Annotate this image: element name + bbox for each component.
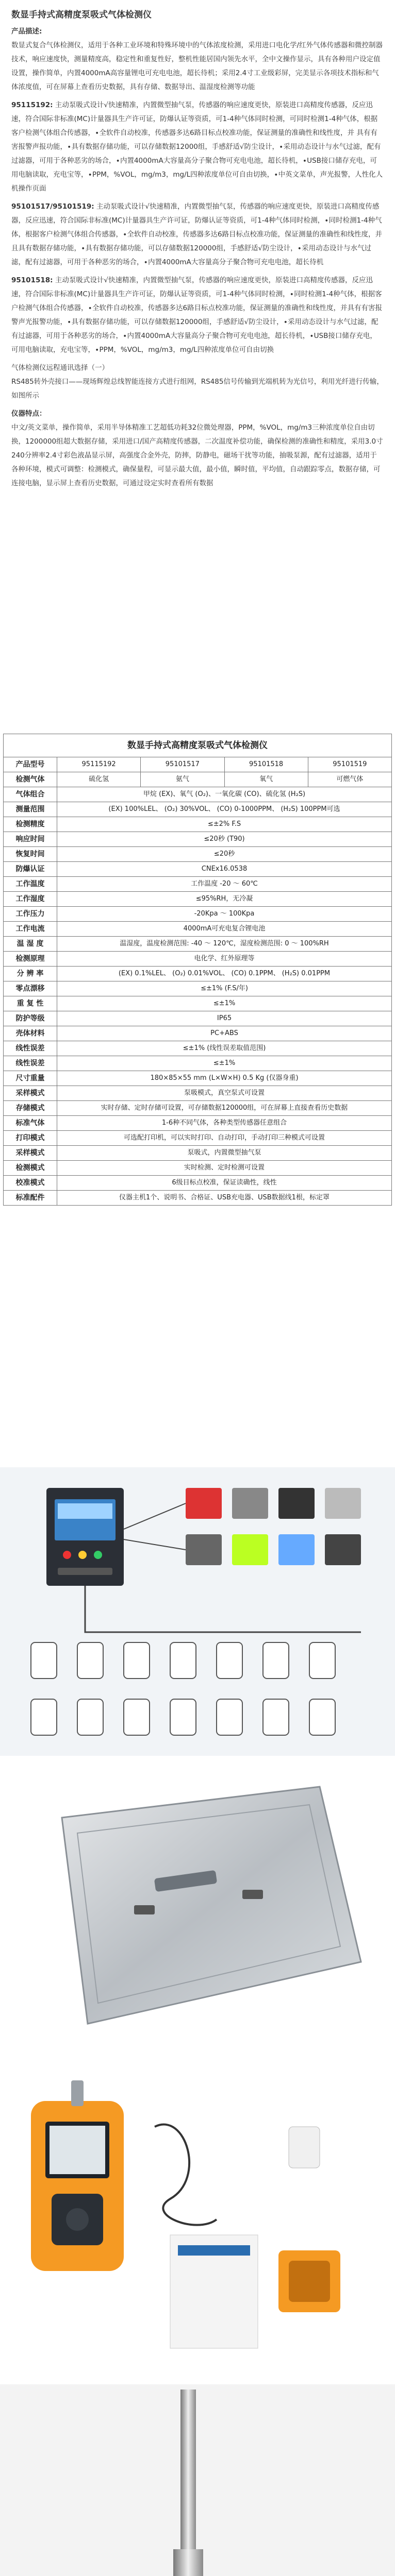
features-text: 中文/英文菜单，操作简单，采用半导体精准工艺超低功耗32位微处理器，PPM，%VOL，mg/m3三种浓度单位自由切换，1200000组超大数据存储，采用进口/国产高精度传感器，二次温度补偿功能，确保检测的准确性和精度，采用3.0寸240分辨率2.4寸彩色液晶显示屏，高强度合金外壳，防摔，防静电，磁场干扰等功能，抽吸泵源，配有过滤器，适用于各种环境，模式可调整：检测模式，确保量程，可显示最大值，最小值，瞬时值，平均值，自动跟踪零点，数据存储，可连接电脑，显示屏上查看历史数据，可通过设定实时查看所有数据 bbox=[11, 423, 383, 487]
table-value: ≤±1% (F.S/年) bbox=[57, 981, 392, 996]
table-key: 气体组合 bbox=[4, 787, 57, 802]
package-contents-svg bbox=[0, 2065, 395, 2384]
table-key: 工作压力 bbox=[4, 907, 57, 922]
table-row bbox=[4, 1041, 392, 1056]
table-value: (EX) 0.1%LEL、 (O₂) 0.01%VOL、 (CO) 0.1PPM、 (H₂S) 0.01PPM bbox=[57, 967, 392, 981]
table-row bbox=[4, 952, 392, 967]
table-row bbox=[4, 862, 392, 877]
table-value: ≤20秒 bbox=[57, 847, 392, 862]
table-value: IP65 bbox=[57, 1011, 392, 1026]
table-value: 4000mA可充电复合锂电池 bbox=[57, 922, 392, 937]
table-key: 壳体材料 bbox=[4, 1026, 57, 1041]
table-row bbox=[4, 1071, 392, 1086]
table-cell: 95101518 bbox=[224, 757, 308, 772]
system-diagram-svg bbox=[0, 1467, 395, 1756]
table-row bbox=[4, 787, 392, 802]
table-cell: 氧气 bbox=[224, 772, 308, 787]
remote-comm-heading: 气体检测仪远程通讯选择（一） bbox=[11, 364, 109, 372]
table-cell: 95101519 bbox=[308, 757, 391, 772]
table-value: 电化学、红外原理等 bbox=[57, 952, 392, 967]
table-key: 存储模式 bbox=[4, 1101, 57, 1116]
table-value: ≤±1% bbox=[57, 1056, 392, 1071]
table-value: 1-6种不同气体，各种类型传感器任意组合 bbox=[57, 1116, 392, 1131]
table-row bbox=[4, 996, 392, 1011]
table-value: ≤95%RH，无冷凝 bbox=[57, 892, 392, 907]
table-value: 实时检测、定时检测可设置 bbox=[57, 1161, 392, 1176]
carrying-case-svg bbox=[0, 1756, 395, 2065]
table-value: ≤±1% (线性误差取值范围) bbox=[57, 1041, 392, 1056]
model-row bbox=[4, 757, 392, 772]
table-row bbox=[4, 817, 392, 832]
table-cell: 可燃气体 bbox=[308, 772, 391, 787]
table-value: 泵吸模式，真空泵式可设置 bbox=[57, 1086, 392, 1101]
table-key: 工作电流 bbox=[4, 922, 57, 937]
table-key: 尺寸重量 bbox=[4, 1071, 57, 1086]
desc-intro: 数显式复合气体检测仪，适用于各种工业环境和特殊环境中的气体浓度检测，采用进口电化学/红外气体传感器和微控制器技术，响应速度快，测量精度高，稳定性和重复性好，整机性能居国内领先水平，全中文操作显示，具有各种用户设定值设置，操作简单，内置4000mA高容量锂电可充电电池，超长待机；采用2.4寸工业级彩屏，完美显示各项技术指标和气体浓度值，可在屏幕上查看历史数据，具有存储、数据导出、温湿度检测等功能 bbox=[11, 41, 383, 91]
table-row bbox=[4, 1176, 392, 1191]
system-diagram-image bbox=[0, 1467, 395, 1756]
table-key: 工作温度 bbox=[4, 877, 57, 892]
table-row bbox=[4, 1101, 392, 1116]
table-row bbox=[4, 1161, 392, 1176]
table-value: CNEx16.0538 bbox=[57, 862, 392, 877]
gas-type-row bbox=[4, 772, 392, 787]
table-cell: 硫化氢 bbox=[57, 772, 141, 787]
table-value: 工作温度 -20 ～ 60℃ bbox=[57, 877, 392, 892]
spec-table bbox=[3, 757, 392, 1206]
remote-comm-text: RS485转外壳接口——现场辉煌总线智能连接方式进行组网，RS485信号传输到光端机转为光信号，利用光纤进行传输，如图所示 bbox=[11, 378, 384, 400]
table-key: 检测精度 bbox=[4, 817, 57, 832]
table-key: 采样模式 bbox=[4, 1146, 57, 1161]
table-key: 打印模式 bbox=[4, 1131, 57, 1146]
table-value: 温湿度，温度检测范围: -40 ～ 120℃，湿度检测范围: 0 ～ 100%RH bbox=[57, 937, 392, 952]
table-key: 零点漂移 bbox=[4, 981, 57, 996]
table-key: 分 辨 率 bbox=[4, 967, 57, 981]
table-key: 工作湿度 bbox=[4, 892, 57, 907]
model-a-text: 主动泵吸式设计√快速精准，内置微型抽气泵，传感器的响应速度更快，原装进口高精度传感器，反应迅速，符合国际非标准(MC)计量器具生产许可证，防爆认证等资质，可1-4种气体同时检测，可同时检测1-4种气体，根据客户检测气体组合传感器，∙全软件自动校准，传感器多达6路目标点校准功能，保证测量的准确性和线性度，并 具有有害报警声报功能，∙具有数据存储功能，可以存储数据12000组，手感舒适√防尘设计，∙采用动态设计与水气过滤，配有过滤器，可用于各种恶劣的场合，∙内置4000mA大容量高分子聚合物可充电电池，超长待机，∙USB接口储存充电，可用电脑读取，充电宝等，∙PPM，%VOL，mg/m3，mg/L四种浓度单位可自由切换，∙中英文菜单，声光报警，人性化人机操作页面 bbox=[11, 101, 383, 193]
carrying-case-image bbox=[0, 1756, 395, 2065]
table-value: ≤±2% F.S bbox=[57, 817, 392, 832]
table-key: 测量范围 bbox=[4, 802, 57, 817]
table-value: -20Kpa ～ 100Kpa bbox=[57, 907, 392, 922]
table-value: ≤20秒 (T90) bbox=[57, 832, 392, 847]
table-row bbox=[4, 907, 392, 922]
table-key: 恢复时间 bbox=[4, 847, 57, 862]
model-b-label: 95101517/95101519: bbox=[11, 202, 94, 211]
table-value: 可选配打印机，可以实时打印、自动打印，手动打印三种模式可设置 bbox=[57, 1131, 392, 1146]
table-key: 采样模式 bbox=[4, 1086, 57, 1101]
model-c-text: 主动泵吸式设计√快速精准，内置微型抽气泵，传感器的响应速度更快，原装进口高精度传感器，反应迅速，符合国际非标准(MC)计量器具生产许可证，防爆认证等资质，可1-4种气体同时检测，∙同时检测1-4种气体，根据客户检测气体组合传感器，∙全软件自动校准，传感器多达6路目标点校准功能，保证测量的准确性和线性度，并具有有害报警声光报警功能，∙具有数据存储功能，可以存储数据120000组，手感舒适√防尘设计，∙采用动态设计与水气过滤，配有过滤器，可用于各种恶劣的场合，∙内置4000mA大容量高分子聚合物可充电电池，超长待机，∙USB接口储存充电，可用电脑读取，充电宝等，∙PPM，%VOL，mg/m3，mg/L四种浓度单位可自由切换 bbox=[11, 276, 383, 354]
table-value: 6级目标点校准，保证读确性，线性 bbox=[57, 1176, 392, 1191]
model-b-paragraph bbox=[11, 200, 384, 269]
table-row bbox=[4, 1086, 392, 1101]
table-row bbox=[4, 802, 392, 817]
device-closeup-image bbox=[0, 2384, 395, 2576]
table-value: (EX) 100%LEL、 (O₂) 30%VOL、 (CO) 0-1000PPM、 (H₂S) 100PPM可选 bbox=[57, 802, 392, 817]
table-key: 重 复 性 bbox=[4, 996, 57, 1011]
table-key: 检测气体 bbox=[4, 772, 57, 787]
table-row bbox=[4, 1131, 392, 1146]
table-value: ≤±1% bbox=[57, 996, 392, 1011]
table-key: 检测模式 bbox=[4, 1161, 57, 1176]
device-closeup-svg bbox=[0, 2384, 395, 2576]
table-value: 泵吸式，内置微型抽气泵 bbox=[57, 1146, 392, 1161]
table-key: 温 湿 度 bbox=[4, 937, 57, 952]
table-value: 仪器主机1个、说明书、合格证、USB充电器、USB数据线1根，标定罩 bbox=[57, 1191, 392, 1206]
model-c-label: 95101518: bbox=[11, 276, 53, 284]
table-value: 实时存储、定时存储可设置，可存储数据120000组，可在屏幕上直接查看历史数据 bbox=[57, 1101, 392, 1116]
model-b-text: 主动泵吸式设计√快速精准，内置微型抽气泵，传感器的响应速度更快，原装进口高精度传感器，反应迅速，符合国际非标准(MC)计量器具生产许可证，防爆认证等资质，可1-4种气体同时检测，∙同时检测1-4种气体，根据客户检测气体组合传感器，∙全软件自动校准，传感器多达6路目标点校准功能，保证测量的准确性和线性度，并且具有数据存储功能，∙具有数据存储功能，可以存储数据120000组，手感舒适√防尘设计，∙采用动态设计与水气过滤，配有过滤器，可用于各种恶劣的场合，∙内置4000mA大容量高分子聚合物可充电电池，超长待机 bbox=[11, 202, 383, 266]
table-row bbox=[4, 832, 392, 847]
model-c-paragraph bbox=[11, 274, 384, 357]
package-contents-image bbox=[0, 2065, 395, 2384]
table-cell: 95101517 bbox=[141, 757, 224, 772]
table-cell: 氨气 bbox=[141, 772, 224, 787]
model-a-label: 95115192: bbox=[11, 101, 53, 109]
table-row bbox=[4, 1026, 392, 1041]
spec-table-title: 数显手持式高精度泵吸式气体检测仪 bbox=[3, 734, 392, 757]
table-row bbox=[4, 892, 392, 907]
model-a-paragraph bbox=[11, 98, 384, 196]
spec-table-wrapper bbox=[3, 734, 392, 1206]
table-row bbox=[4, 1056, 392, 1071]
table-row bbox=[4, 1011, 392, 1026]
table-row bbox=[4, 1191, 392, 1206]
table-key: 标准气体 bbox=[4, 1116, 57, 1131]
table-row bbox=[4, 877, 392, 892]
table-row bbox=[4, 967, 392, 981]
table-key: 防护等级 bbox=[4, 1011, 57, 1026]
table-key: 防爆认证 bbox=[4, 862, 57, 877]
table-row bbox=[4, 922, 392, 937]
table-value: 甲烷 (EX)、氧气 (O₂)、一氧化碳 (CO)、硫化氢 (H₂S) bbox=[57, 787, 392, 802]
product-title: 数显手持式高精度泵吸式气体检测仪 bbox=[11, 10, 152, 20]
desc-label: 产品描述: bbox=[11, 27, 42, 36]
table-key: 线性误差 bbox=[4, 1041, 57, 1056]
table-row bbox=[4, 847, 392, 862]
product-images bbox=[0, 1467, 395, 2576]
table-key: 校准模式 bbox=[4, 1176, 57, 1191]
table-row bbox=[4, 1146, 392, 1161]
table-key: 标准配件 bbox=[4, 1191, 57, 1206]
table-key: 检测原理 bbox=[4, 952, 57, 967]
table-row bbox=[4, 937, 392, 952]
table-value: 180×85×55 mm (L×W×H) 0.5 Kg (仅器身重) bbox=[57, 1071, 392, 1086]
table-row bbox=[4, 1116, 392, 1131]
table-key: 响应时间 bbox=[4, 832, 57, 847]
table-key: 产品型号 bbox=[4, 757, 57, 772]
table-key: 线性误差 bbox=[4, 1056, 57, 1071]
table-value: PC+ABS bbox=[57, 1026, 392, 1041]
product-description bbox=[0, 0, 395, 732]
table-cell: 95115192 bbox=[57, 757, 141, 772]
table-row bbox=[4, 981, 392, 996]
features-heading: 仪器特点： bbox=[11, 410, 46, 418]
